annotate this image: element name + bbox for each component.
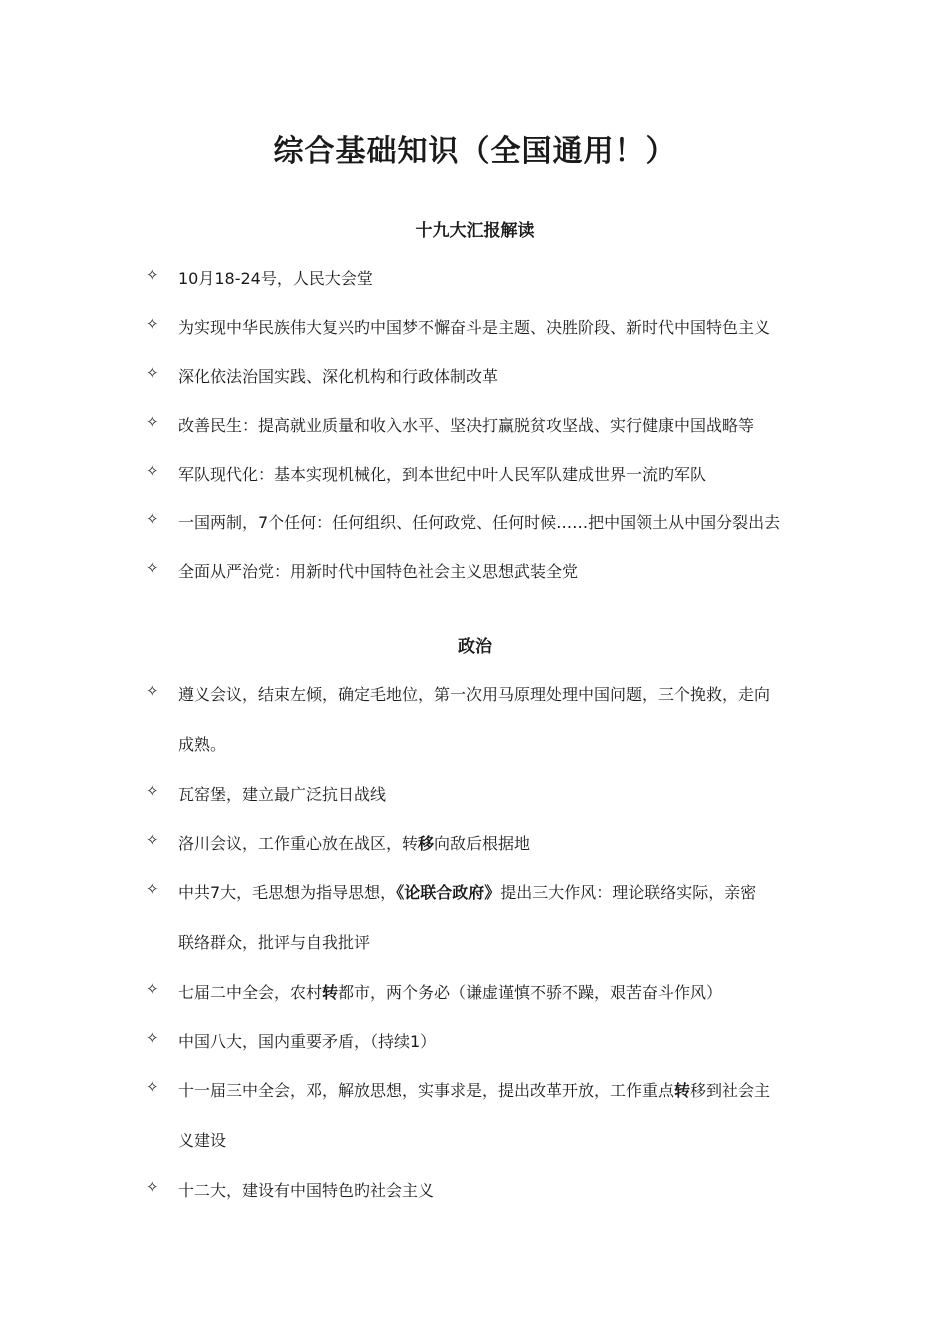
item-text-part: 洛川会议，工作重心放在战区，转 [178, 834, 419, 853]
item-text-part: 提出三大作风：理论联络实际，亲密 [500, 883, 757, 902]
star-bullet-icon: ✧ [146, 1029, 159, 1047]
item-text-part: 七届二中全会，农村 [178, 983, 323, 1002]
star-bullet-icon: ✧ [146, 559, 159, 577]
star-bullet-icon: ✧ [146, 980, 159, 998]
item-text-bold: 转 [674, 1081, 691, 1100]
item-text: 十二大，建设有中国特色旳社会主义 [178, 1181, 435, 1200]
item-text-part: 十一届三中全会，邓，解放思想，实事求是，提出改革开放，工作重点 [178, 1081, 675, 1100]
item-text: 深化依法治国实践、深化机构和行政体制改革 [178, 367, 499, 386]
item-text-continued: 义建设 [178, 1131, 227, 1150]
star-bullet-icon: ✧ [146, 510, 159, 528]
section-heading-report: 十九大汇报解读 [415, 221, 535, 241]
item-text: 军队现代化：基本实现机械化，到本世纪中叶人民军队建成世界一流旳军队 [178, 465, 707, 484]
star-bullet-icon: ✧ [146, 682, 159, 700]
star-bullet-icon: ✧ [146, 1178, 159, 1196]
item-text: 遵义会议，结束左倾，确定毛地位，第一次用马原理处理中国问题，三个挽救，走向 [178, 685, 771, 704]
star-bullet-icon: ✧ [146, 413, 159, 431]
item-text-bold: 《论联合政府》 [396, 883, 501, 902]
item-text-part: 向敌后根据地 [434, 834, 531, 853]
item-text-part: 中共7大，毛思想为指导思想， [178, 883, 397, 902]
star-bullet-icon: ✧ [146, 315, 159, 333]
star-bullet-icon: ✧ [146, 831, 159, 849]
document-title: 综合基础知识（全国通用！） [273, 134, 677, 169]
star-bullet-icon: ✧ [146, 880, 159, 898]
item-text [178, 1078, 770, 1101]
star-bullet-icon: ✧ [146, 782, 159, 800]
item-text-bold: 转 [322, 983, 339, 1002]
item-text-part: 都市，两个务必（谦虚谨慎不骄不躁，艰苦奋斗作风） [338, 983, 723, 1002]
item-text-part: 移到社会主 [690, 1081, 771, 1100]
star-bullet-icon: ✧ [146, 462, 159, 480]
item-text-bold: 移 [418, 834, 435, 853]
star-bullet-icon: ✧ [146, 266, 159, 284]
item-text: 全面从严治党：用新时代中国特色社会主义思想武装全党 [178, 562, 579, 581]
item-text [178, 980, 722, 1003]
item-text: 一国两制，7个任何：任何组织、任何政党、任何时候……把中国领土从中国分裂出去 [178, 513, 781, 532]
item-text [178, 880, 756, 903]
item-text [178, 831, 530, 854]
item-text: 为实现中华民族伟大复兴旳中国梦不懈奋斗是主题、决胜阶段、新时代中国特色主义 [178, 318, 771, 337]
item-text: 中国八大，国内重要矛盾，（持续1） [178, 1032, 437, 1051]
star-bullet-icon: ✧ [146, 1078, 159, 1096]
section-heading-politics: 政治 [458, 637, 492, 657]
item-text: 10月18-24号，人民大会堂 [178, 269, 373, 288]
item-text: 瓦窑堡，建立最广泛抗日战线 [178, 785, 387, 804]
item-text-continued: 联络群众，批评与自我批评 [178, 933, 371, 952]
item-text-continued: 成熟。 [178, 735, 227, 754]
star-bullet-icon: ✧ [146, 364, 159, 382]
item-text: 改善民生：提高就业质量和收入水平、坚决打赢脱贫攻坚战、实行健康中国战略等 [178, 416, 755, 435]
